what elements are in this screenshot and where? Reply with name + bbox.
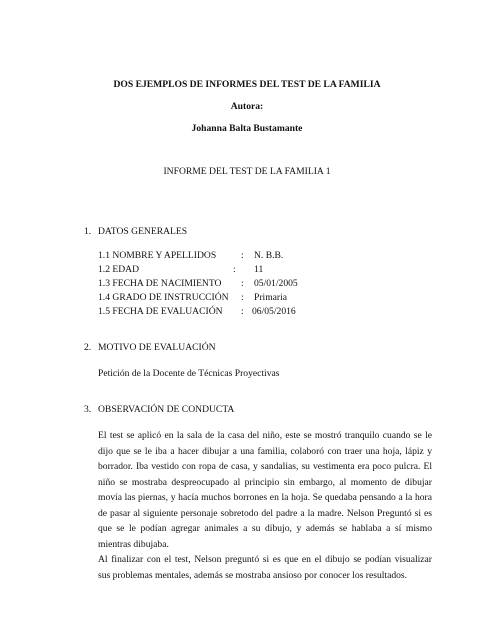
paragraph-line: niño se mostraba despreocupado al principio sin embargo, al momento de dibujar [98,476,432,488]
field-value-grado-instruccion: Primaria [254,292,288,303]
field-colon: : [241,306,244,317]
field-colon: : [233,264,236,275]
section-number: 2. [84,342,92,353]
section-title-datos-generales: DATOS GENERALES [98,226,188,237]
paragraph-line: sus problemas mentales, además se mostraba ansioso por conocer los resultados. [98,569,408,581]
field-label-fecha-nacimiento: 1.3 FECHA DE NACIMIENTO [98,278,222,289]
field-value-nombre: N. B.B. [254,250,284,261]
paragraph-line: movía las piernas, y hacía muchos borrones en la hoja. Se quedaba pensando a la hora [98,492,432,503]
paragraph-line: dijo que se le iba a hacer dibujar a una familia, colaboró con traer una hoja, lápiz y [98,445,432,457]
field-colon: : [241,278,244,289]
author-label: Autora: [230,101,264,112]
paragraph-line: borrador. Iba vestido con ropa de casa, y sandalias, su vestimenta era poco pulcra. El [98,461,432,472]
field-label-fecha-evaluacion: 1.5 FECHA DE EVALUACIÓN [98,306,223,317]
section-title-observacion-conducta: OBSERVACIÓN DE CONDUCTA [98,404,235,415]
field-label-grado-instruccion: 1.4 GRADO DE INSTRUCCIÓN [98,292,229,303]
observacion-paragraph [98,428,432,583]
author-name: Johanna Balta Bustamante [191,123,303,134]
motivo-text: Petición de la Docente de Técnicas Proyectivas [98,368,280,379]
field-colon: : [241,250,244,261]
paragraph-line: El test se aplicó en la sala de la casa del niño, este se mostró tranquilo cuando se le [98,430,432,441]
paragraph-line: de pasar al siguiente personaje sobretodo del padre a la madre. Nelson Preguntó si es [98,507,432,519]
paragraph-line: mientras dibujaba. [98,538,169,550]
field-colon: : [241,292,244,303]
field-value-fecha-evaluacion: 06/05/2016 [252,306,296,317]
report-title: INFORME DEL TEST DE LA FAMILIA 1 [163,166,331,177]
paragraph-line: que se le podían agregar animales a su dibujo, y además se hablaba a sí mismo [98,523,432,534]
paragraph-line: Al finalizar con el test, Nelson preguntó si es que en el dibujo se podían visualizar [98,554,432,565]
section-number: 3. [84,404,92,415]
section-title-motivo-evaluacion: MOTIVO DE EVALUACIÓN [98,342,216,353]
field-value-fecha-nacimiento: 05/01/2005 [254,278,298,289]
section-number: 1. [84,226,92,237]
field-label-edad: 1.2 EDAD [98,264,140,275]
field-label-nombre: 1.1 NOMBRE Y APELLIDOS [98,250,217,261]
document-title: DOS EJEMPLOS DE INFORMES DEL TEST DE LA FAMILIA [113,79,381,90]
field-value-edad: 11 [254,264,264,275]
